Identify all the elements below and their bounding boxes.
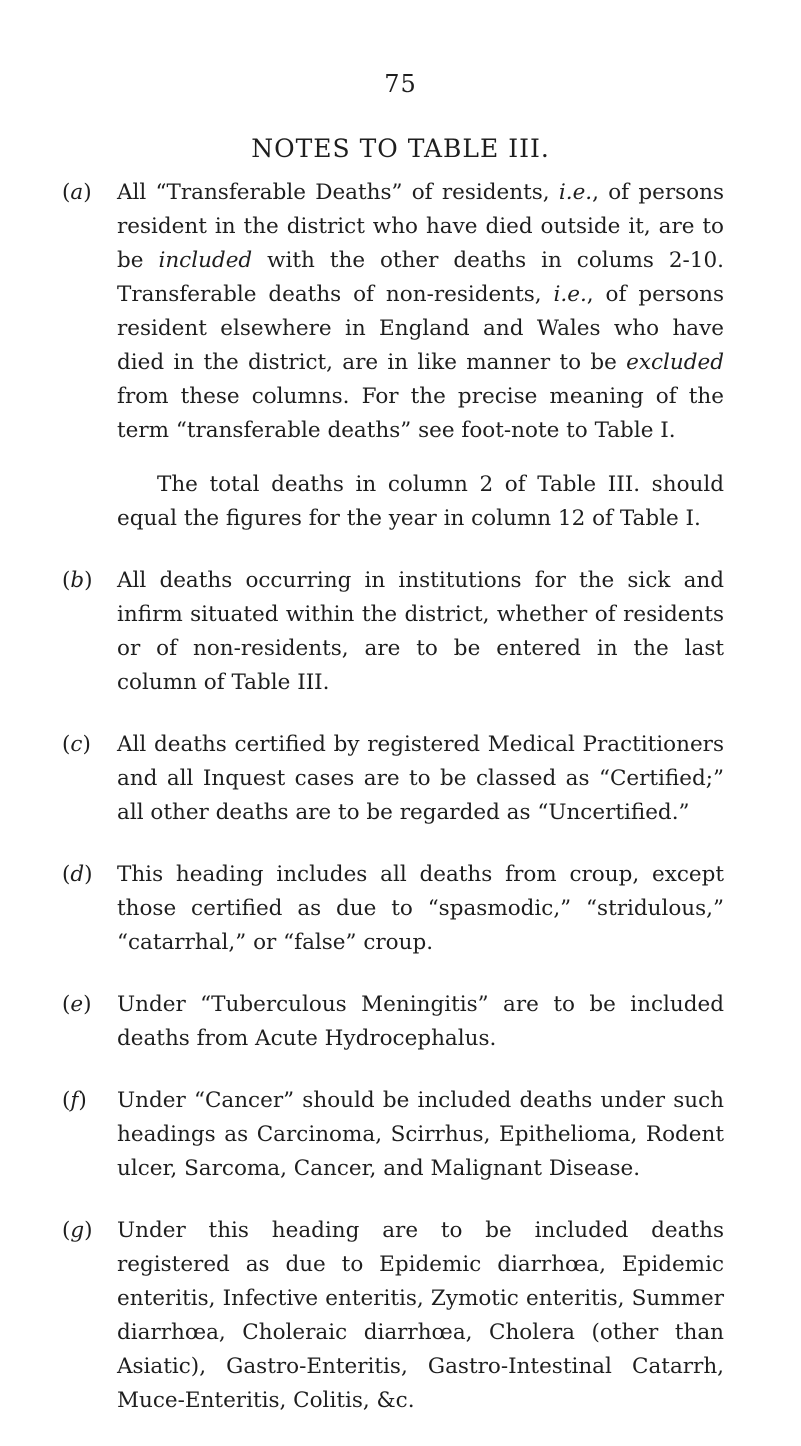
note-text: Under “Cancer” should be included deaths under such headings as Carcinoma, Scirrhus, Epithelioma, Rodent ulcer, Sarcoma, Cancer, and Malignant Disease.: [117, 1088, 724, 1181]
note-f: [62, 1084, 724, 1186]
page-title: NOTES TO TABLE III.: [251, 134, 550, 163]
note-b: [62, 564, 724, 700]
note-label: (g): [62, 1218, 93, 1243]
note-label: (a): [62, 180, 92, 205]
note-text: This heading includes all deaths from croup, except those certified as due to “spasmodic,” “stridulous,” “catarrhal,” or “false” croup.: [117, 862, 724, 955]
note-c: [62, 728, 724, 830]
note-paragraph: The total deaths in column 2 of Table III. should equal the figures for the year in column 12 of Table I.: [117, 472, 724, 531]
note-a: [62, 176, 724, 448]
note-label: (d): [62, 862, 93, 887]
note-label: (c): [62, 732, 91, 757]
note-label: (b): [62, 568, 93, 593]
note-g: [62, 1214, 724, 1418]
note-text: All “Transferable Deaths” of residents, i.e., of persons resident in the district who have died outside it, are to be included with the other deaths in colums 2-10. Transferable deaths of non-residents, i.e., of persons resident elsewhere in England and Wales who have died in the district, are in like manner to be excluded from these columns. For the precise meaning of the term “transferable deaths” see foot-note to Table I.: [117, 180, 725, 443]
note-text: All deaths certified by registered Medical Practitioners and all Inquest cases are to be classed as “Certified;” all other deaths are to be regarded as “Uncertified.”: [117, 732, 724, 825]
note-text: Under this heading are to be included deaths registered as due to Epidemic diarrhœa, Epidemic enteritis, Infective enteritis, Zymotic enteritis, Summer diarrhœa, Choleraic diarrhœa, Cholera (other than Asiatic), Gastro-Enteritis, Gastro-Intestinal Catarrh, Muce-Enteritis, Colitis, &c.: [117, 1218, 724, 1413]
note-label: (e): [62, 992, 92, 1017]
page-number: 75: [384, 70, 417, 98]
note-text: All deaths occurring in institutions for the sick and infirm situated within the district, whether of residents or of non-residents, are to be entered in the last column of Table III.: [117, 568, 724, 695]
note-label: (f): [62, 1088, 87, 1113]
notes-list: [62, 176, 724, 1446]
note-d: [62, 858, 724, 960]
note-text: Under “Tuberculous Meningitis” are to be included deaths from Acute Hydrocephalus.: [117, 992, 724, 1051]
note-e: [62, 988, 724, 1056]
